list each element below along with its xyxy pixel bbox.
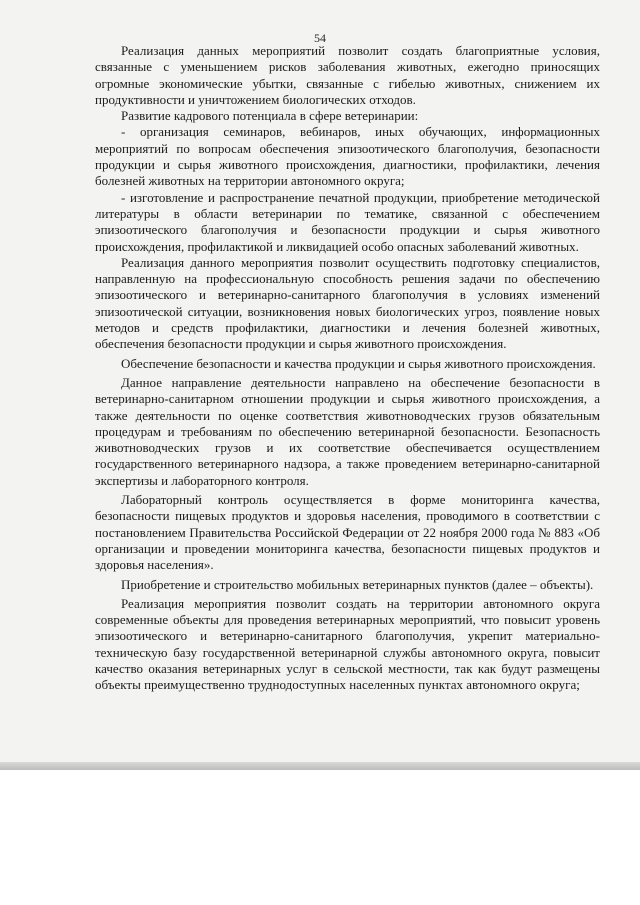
paragraph-4: - изготовление и распространение печатной продукции, приобретение методической литературы в области ветеринарии по тематике, связанной с обеспечением эпизоотического благополучия и безопасности продукции и сырья животного происхождения, профилактикой и ликвидацией особо опасных заболеваний животных. [95,189,600,254]
paragraph-2: Развитие кадрового потенциала в сфере ветеринарии: [121,108,419,124]
paragraph-9: Приобретение и строительство мобильных ветеринарных пунктов (далее – объекты). [121,576,594,592]
paragraph-3: - организация семинаров, вебинаров, иных обучающих, информационных мероприятий по вопросам обеспечения эпизоотического благополучия, безопасности продукции и сырья животного происхождения, диагностики, профилактики, лечения болезней животных на территории автономного округа; [95,124,600,189]
page-number: 54 [314,31,326,45]
paragraph-10: Реализация мероприятия позволит создать на территории автономного округа современные объекты для проведения ветеринарных мероприятий, что повысит уровень эпизоотического и ветеринарно-санитарного благополучия, укрепит материально-техническую базу государственной ветеринарной службы автономного округа, повысит качество оказания ветеринарных услуг в сельской местности, так как будут размещены объекты преимущественно труднодоступных населенных пунктах автономного округа; [95,595,600,693]
paragraph-8: Лабораторный контроль осуществляется в форме мониторинга качества, безопасности пищевых продуктов и здоровья населения, проводимого в соответствии с постановлением Правительства Российской Федерации от 22 ноября 2000 года № 883 «Об организации и проведении мониторинга качества, безопасности пищевых продуктов и здоровья населения». [95,492,600,573]
paragraph-1: Реализация данных мероприятий позволит создать благоприятные условия, связанные с уменьшением рисков заболевания животных, ежегодно приносящих огромные экономические убытки, связанные с гибелью животных, снижением их продуктивности и уничтожением биологических отходов. [95,43,600,107]
paragraph-7: Данное направление деятельности направлено на обеспечение безопасности в ветеринарно-санитарном отношении продукции и сырья животного происхождения, а также деятельности по оценке соответствия животноводческих грузов обязательным процедурам и требованиям по обеспечению ветеринарной безопасности. Безопасность животноводческих грузов и их соответствие обеспечивается осуществлением государственного ветеринарного надзора, а также проведением ветеринарно-санитарной экспертизы и лабораторного контроля. [95,374,600,488]
scan-bottom-edge [0,762,640,770]
document-body [95,43,600,694]
paragraph-5: Реализация данного мероприятия позволит осуществить подготовку специалистов, направленную на профессиональную способность решения задачи по обеспечению эпизоотического и ветеринарно-санитарного благополучия в условиях изменений эпизоотической ситуации, возникновения новых биологических угроз, появление новых методов и средств профилактики, диагностики и лечения болезней животных, обеспечения безопасности продукции и сырья животного происхождения. [95,254,600,352]
paragraph-6: Обеспечение безопасности и качества продукции и сырья животного происхождения. [121,355,596,371]
